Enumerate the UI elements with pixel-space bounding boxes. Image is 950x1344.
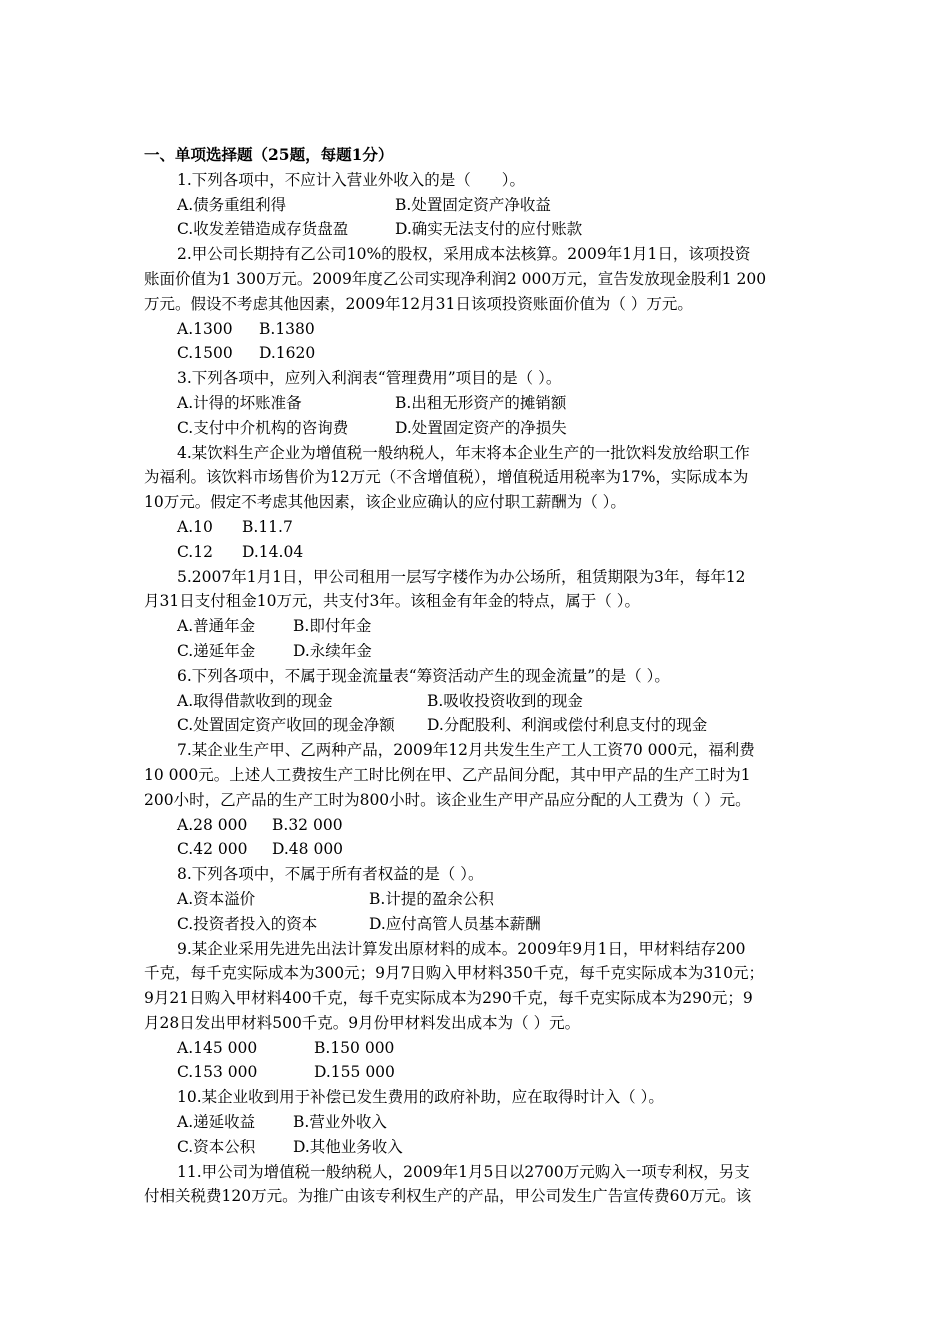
question-2-options-row-1 (144, 317, 808, 342)
question-4-line-3: 10万元。假定不考虑其他因素，该企业应确认的应付职工薪酬为（ ）。 (144, 493, 626, 512)
question-8-option-c: C.投资者投入的资本 (177, 914, 318, 933)
question-9-line-4: 月28日发出甲材料500千克。9月份甲材料发出成本为（ ）元。 (144, 1013, 581, 1032)
question-4-option-c: C.12 (177, 542, 213, 561)
section-heading: 一、单项选择题（25题，每题1分） (144, 145, 394, 164)
question-4-options-row-1 (144, 515, 808, 540)
question-3-option-c: C.支付中介机构的咨询费 (177, 418, 349, 437)
question-9-line-1: 9.某企业采用先进先出法计算发出原材料的成本。2009年9月1日，甲材料结存200 (177, 939, 746, 958)
question-6-options-row-2 (144, 713, 808, 738)
question-5-line-1: 5.2007年1月1日，甲公司租用一层写字楼作为办公场所，租赁期限为3年，每年12 (177, 567, 746, 586)
question-10-options-row-2 (144, 1135, 808, 1160)
question-8-option-a: A.资本溢价 (177, 889, 256, 908)
question-10-option-a: A.递延收益 (177, 1113, 256, 1132)
question-10-stem: 10.某企业收到用于补偿已发生费用的政府补助，应在取得时计入（ ）。 (177, 1088, 664, 1107)
question-2-option-a: A.1300 (177, 319, 233, 338)
question-6-option-c: C.处置固定资产收回的现金净额 (177, 716, 395, 735)
question-2-option-c: C.1500 (177, 344, 233, 363)
question-4-option-b: B.11.7 (242, 517, 293, 536)
question-2-options-row-2 (144, 341, 808, 366)
question-5-option-c: C.递延年金 (177, 641, 256, 660)
question-3-option-b: B.出租无形资产的摊销额 (395, 393, 567, 412)
question-5-option-d: D.永续年金 (293, 641, 372, 660)
question-1-option-a: A.债务重组利得 (177, 195, 287, 214)
question-1-option-c: C.收发差错造成存货盘盈 (177, 220, 349, 239)
question-4-line-1: 4.某饮料生产企业为增值税一般纳税人，年末将本企业生产的一批饮料发放给职工作 (177, 443, 750, 462)
question-3-options-row-1 (144, 391, 808, 416)
question-4-options-row-2 (144, 540, 808, 565)
question-3-options-row-2 (144, 416, 808, 441)
question-6-option-d: D.分配股利、利润或偿付利息支付的现金 (427, 716, 708, 735)
question-7-option-c: C.42 000 (177, 840, 248, 859)
question-7-line-2: 10 000元。上述人工费按生产工时比例在甲、乙产品间分配，其中甲产品的生产工时为1 (144, 765, 751, 784)
question-2-line-2: 账面价值为1 300万元。2009年度乙公司实现净利润2 000万元，宣告发放现金股利1 200 (144, 269, 767, 288)
question-5-option-b: B.即付年金 (293, 617, 372, 636)
question-7-option-b: B.32 000 (272, 815, 343, 834)
question-9-line-2: 千克，每千克实际成本为300元；9月7日购入甲材料350千克，每千克实际成本为310元； (144, 964, 764, 983)
question-7-line-3: 200小时，乙产品的生产工时为800小时。该企业生产甲产品应分配的人工费为（ ）元。 (144, 790, 751, 809)
question-1-stem: 1.下列各项中，不应计入营业外收入的是（ ）。 (177, 170, 526, 189)
question-8-option-d: D.应付高管人员基本薪酬 (369, 914, 541, 933)
question-9-options-row-1 (144, 1036, 808, 1061)
document-body (144, 143, 808, 1209)
question-2-option-b: B.1380 (259, 319, 315, 338)
question-10-option-d: D.其他业务收入 (293, 1137, 403, 1156)
question-6-options-row-1 (144, 689, 808, 714)
question-7-options-row-2 (144, 837, 808, 862)
question-1-option-d: D.确实无法支付的应付账款 (395, 220, 583, 239)
question-9-line-3: 9月21日购入甲材料400千克，每千克实际成本为290千克，每千克实际成本为290元；9 (144, 989, 753, 1008)
question-6-option-a: A.取得借款收到的现金 (177, 691, 333, 710)
question-5-options-row-1 (144, 614, 808, 639)
question-7-line-1: 7.某企业生产甲、乙两种产品，2009年12月共发生生产工人工资70 000元，福利费 (177, 741, 755, 760)
question-1-options-row-1 (144, 193, 808, 218)
question-6-stem: 6.下列各项中，不属于现金流量表“筹资活动产生的现金流量”的是（ ）。 (177, 666, 670, 685)
question-9-option-b: B.150 000 (314, 1038, 395, 1057)
question-2-line-3: 万元。假设不考虑其他因素，2009年12月31日该项投资账面价值为（ ）万元。 (144, 294, 693, 313)
question-6-option-b: B.吸收投资收到的现金 (427, 691, 583, 710)
question-1-option-b: B.处置固定资产净收益 (395, 195, 551, 214)
question-9-option-d: D.155 000 (314, 1063, 395, 1082)
question-7-option-a: A.28 000 (177, 815, 248, 834)
question-8-stem: 8.下列各项中，不属于所有者权益的是（ ）。 (177, 865, 484, 884)
question-8-options-row-2 (144, 912, 808, 937)
question-7-options-row-1 (144, 813, 808, 838)
question-2-option-d: D.1620 (259, 344, 316, 363)
question-9-options-row-2 (144, 1060, 808, 1085)
question-5-option-a: A.普通年金 (177, 617, 256, 636)
question-3-option-a: A.计得的坏账准备 (177, 393, 302, 412)
question-4-line-2: 为福利。该饮料市场售价为12万元（不含增值税），增值税适用税率为17%，实际成本为 (144, 468, 749, 487)
question-2-line-1: 2.甲公司长期持有乙公司10%的股权，采用成本法核算。2009年1月1日，该项投资 (177, 245, 751, 264)
question-3-option-d: D.处置固定资产的净损失 (395, 418, 567, 437)
question-3-stem: 3.下列各项中，应列入利润表“管理费用”项目的是（ ）。 (177, 369, 562, 388)
question-8-options-row-1 (144, 887, 808, 912)
question-10-option-c: C.资本公积 (177, 1137, 256, 1156)
question-9-option-c: C.153 000 (177, 1063, 258, 1082)
question-10-options-row-1 (144, 1110, 808, 1135)
question-9-option-a: A.145 000 (177, 1038, 258, 1057)
question-4-option-d: D.14.04 (242, 542, 304, 561)
question-7-option-d: D.48 000 (272, 840, 344, 859)
question-5-options-row-2 (144, 639, 808, 664)
question-8-option-b: B.计提的盈余公积 (369, 889, 494, 908)
question-5-line-2: 月31日支付租金10万元，共支付3年。该租金有年金的特点，属于（ ）。 (144, 592, 640, 611)
question-10-option-b: B.营业外收入 (293, 1113, 387, 1132)
question-1-options-row-2 (144, 217, 808, 242)
question-4-option-a: A.10 (177, 517, 213, 536)
question-11-line-2: 付相关税费120万元。为推广由该专利权生产的产品，甲公司发生广告宣传费60万元。该 (144, 1187, 752, 1206)
question-11-line-1: 11.甲公司为增值税一般纳税人，2009年1月5日以2700万元购入一项专利权，另支 (177, 1162, 750, 1181)
